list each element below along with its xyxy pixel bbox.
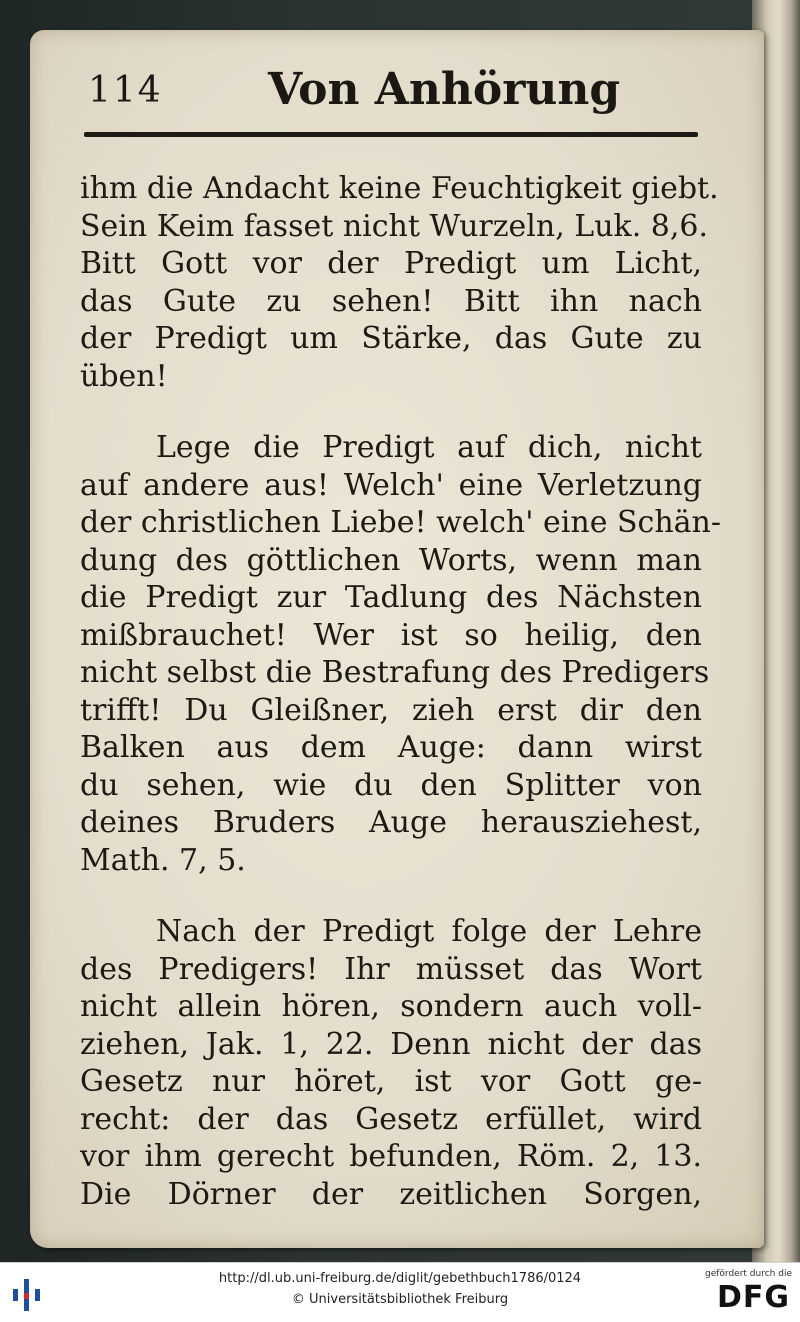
text-line: die Predigt zur Tadlung des Nächsten [80, 580, 702, 615]
funding-note: gefördert durch die [705, 1269, 792, 1279]
text-line: Sein Keim fasset nicht Wurzeln, Luk. 8,6. [80, 208, 709, 244]
text-line: Math. 7, 5. [80, 842, 246, 878]
dfg-logo: DFG [716, 1280, 790, 1315]
text-line: deines Bruders Auge herausziehest, [80, 805, 702, 840]
viewer-footer [0, 1262, 800, 1322]
text-line: des Predigers! Ihr müsset das Wort [80, 951, 702, 987]
text-line: du sehen, wie du den Splitter von [80, 767, 702, 803]
text-line: der Predigt um Stärke, das Gute zu [80, 321, 702, 356]
text-line: recht: der das Gesetz erfüllet, wird [80, 1101, 702, 1137]
paragraph-2 [80, 429, 722, 879]
text-line: mißbrauchet! Wer ist so heilig, den [80, 617, 702, 653]
copyright-notice: © Universitätsbibliothek Freiburg [291, 1292, 509, 1307]
text-line: trifft! Du Gleißner, zieh erst dir den [80, 692, 702, 728]
text-line: nicht allein hören, sondern auch voll- [80, 989, 702, 1024]
body-text [80, 170, 722, 1213]
text-line: ziehen, Jak. 1, 22. Denn nicht der das [80, 1026, 702, 1062]
text-line: vor ihm gerecht befunden, Röm. 2, 13. [80, 1139, 702, 1174]
text-line: das Gute zu sehen! Bitt ihn nach [80, 283, 702, 319]
book-page [30, 30, 764, 1248]
text-line: dung des göttlichen Worts, wenn man [80, 542, 702, 578]
text-line: Die Dörner der zeitlichen Sorgen, [80, 1176, 702, 1212]
text-line: Nach der Predigt folge der Lehre [156, 914, 702, 949]
paragraph-1 [80, 170, 719, 395]
text-line: Balken aus dem Auge: dann wirst [80, 730, 702, 765]
text-line: Gesetz nur höret, ist vor Gott ge- [80, 1064, 702, 1099]
header-rule [84, 132, 698, 137]
paragraph-3 [80, 913, 702, 1213]
page-number: 114 [88, 70, 163, 111]
text-line: üben! [80, 358, 168, 394]
permalink-url[interactable]: http://dl.ub.uni-freiburg.de/diglit/gebethbuch1786/0124 [218, 1271, 582, 1286]
text-line: ihm die Andacht keine Feuchtigkeit giebt. [80, 171, 719, 206]
text-line: Lege die Predigt auf dich, nicht [156, 430, 702, 465]
text-line: der christlichen Liebe! welch' eine Schän- [80, 505, 722, 540]
text-line: nicht selbst die Bestrafung des Predigers [80, 655, 710, 690]
running-title: Von Anhörung [268, 64, 621, 115]
text-line: auf andere aus! Welch' eine Verletzung [80, 467, 702, 503]
text-line: Bitt Gott vor der Predigt um Licht, [80, 246, 702, 281]
page-header [88, 52, 708, 132]
